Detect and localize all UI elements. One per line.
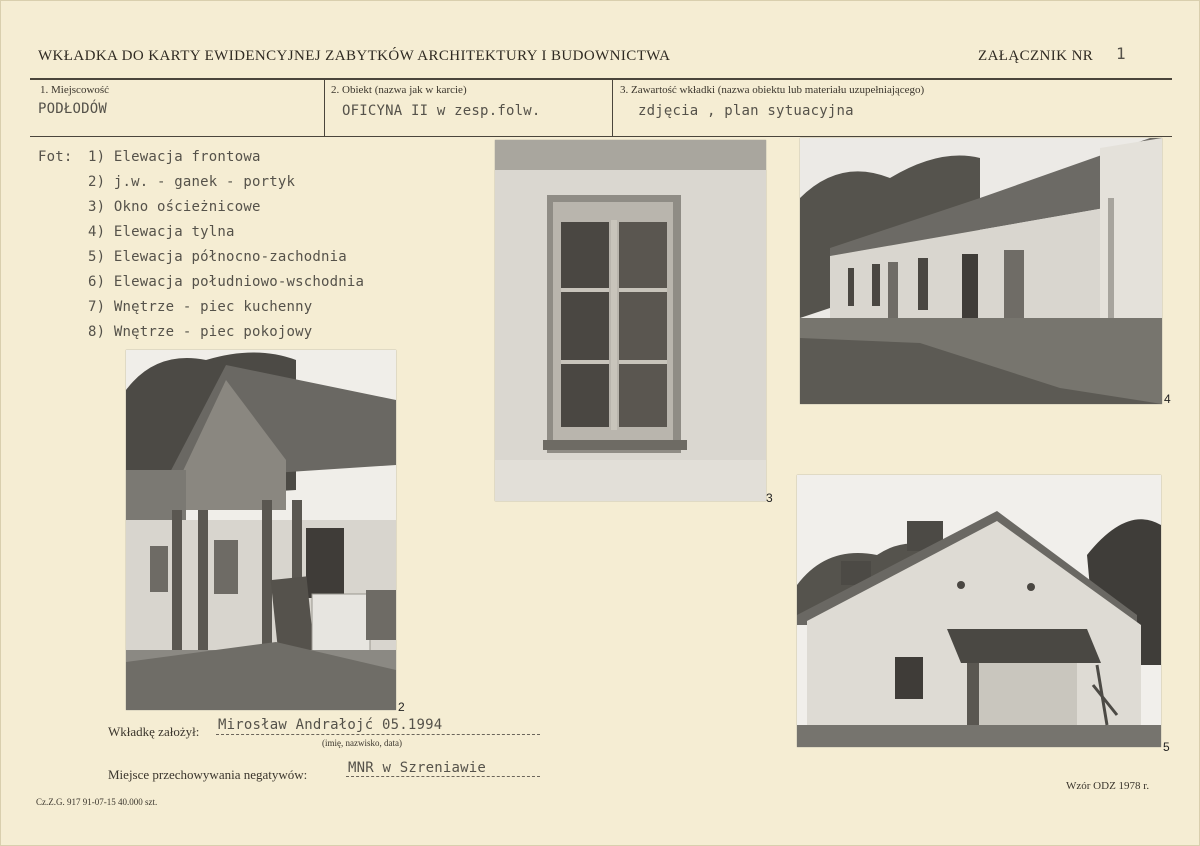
photo-porch-number: 2 <box>398 700 405 714</box>
founded-label: Wkładkę założył: <box>108 724 200 739</box>
field-object-label: 2. Obiekt (nazwa jak w karcie) <box>331 84 467 96</box>
photo-list-item: 7) Wnętrze - piec kuchenny <box>88 299 313 315</box>
photo-list-item: 4) Elewacja tylna <box>88 224 235 240</box>
rear-elevation-photo-icon <box>800 138 1162 404</box>
photo-list-item: 2) j.w. - ganek - portyk <box>88 174 296 190</box>
founded-underline <box>216 734 540 735</box>
photo-list-item: 1) Elewacja frontowa <box>88 149 261 165</box>
photo-rear-elevation <box>800 138 1162 404</box>
photo-list-item: 6) Elewacja południowo-wschodnia <box>88 274 365 290</box>
print-info: Cz.Z.G. 917 91-07-15 40.000 szt. <box>36 797 158 807</box>
photo-porch <box>126 350 396 710</box>
field-object-value: OFICYNA II w zesp.folw. <box>342 103 541 119</box>
storage-label: Miejsce przechowywania negatywów: <box>108 767 308 782</box>
form-title: WKŁADKA DO KARTY EWIDENCYJNEJ ZABYTKÓW ARCHITEKTURY I BUDOWNICTWA <box>38 48 671 64</box>
photo-window <box>495 140 766 501</box>
field-place-label: 1. Miejscowość <box>40 84 110 96</box>
form-id: Wzór ODZ 1978 r. <box>1066 780 1150 792</box>
photo-list-item: 8) Wnętrze - piec pokojowy <box>88 324 313 340</box>
annex-label: ZAŁĄCZNIK NR <box>978 48 1094 64</box>
field-divider-1 <box>324 80 325 136</box>
photo-list-item: 5) Elewacja północno-zachodnia <box>88 249 347 265</box>
field-contents-value: zdjęcia , plan sytuacyjna <box>638 103 854 119</box>
photo-gable <box>797 475 1161 747</box>
photo-list-prefix: Fot: <box>38 149 73 165</box>
photo-window-number: 3 <box>766 491 773 505</box>
window-photo-icon <box>495 140 766 501</box>
founded-hint: (imię, nazwisko, data) <box>322 738 402 748</box>
top-rule <box>30 78 1172 80</box>
storage-underline <box>346 776 540 777</box>
field-contents-label: 3. Zawartość wkładki (nazwa obiektu lub materiału uzupełniającego) <box>620 84 925 96</box>
storage-value: MNR w Szreniawie <box>348 760 487 776</box>
photo-rear-elevation-number: 4 <box>1164 392 1171 406</box>
photo-gable-number: 5 <box>1163 740 1170 754</box>
founded-value: Mirosław Andrałojć 05.1994 <box>218 717 443 733</box>
gable-photo-icon <box>797 475 1161 747</box>
porch-photo-icon <box>126 350 396 710</box>
photo-list-item: 3) Okno ościeżnicowe <box>88 199 261 215</box>
field-divider-2 <box>612 80 613 136</box>
annex-number: 1 <box>1116 44 1126 63</box>
field-place-value: PODŁODÓW <box>38 101 108 117</box>
bottom-rule <box>30 136 1172 137</box>
